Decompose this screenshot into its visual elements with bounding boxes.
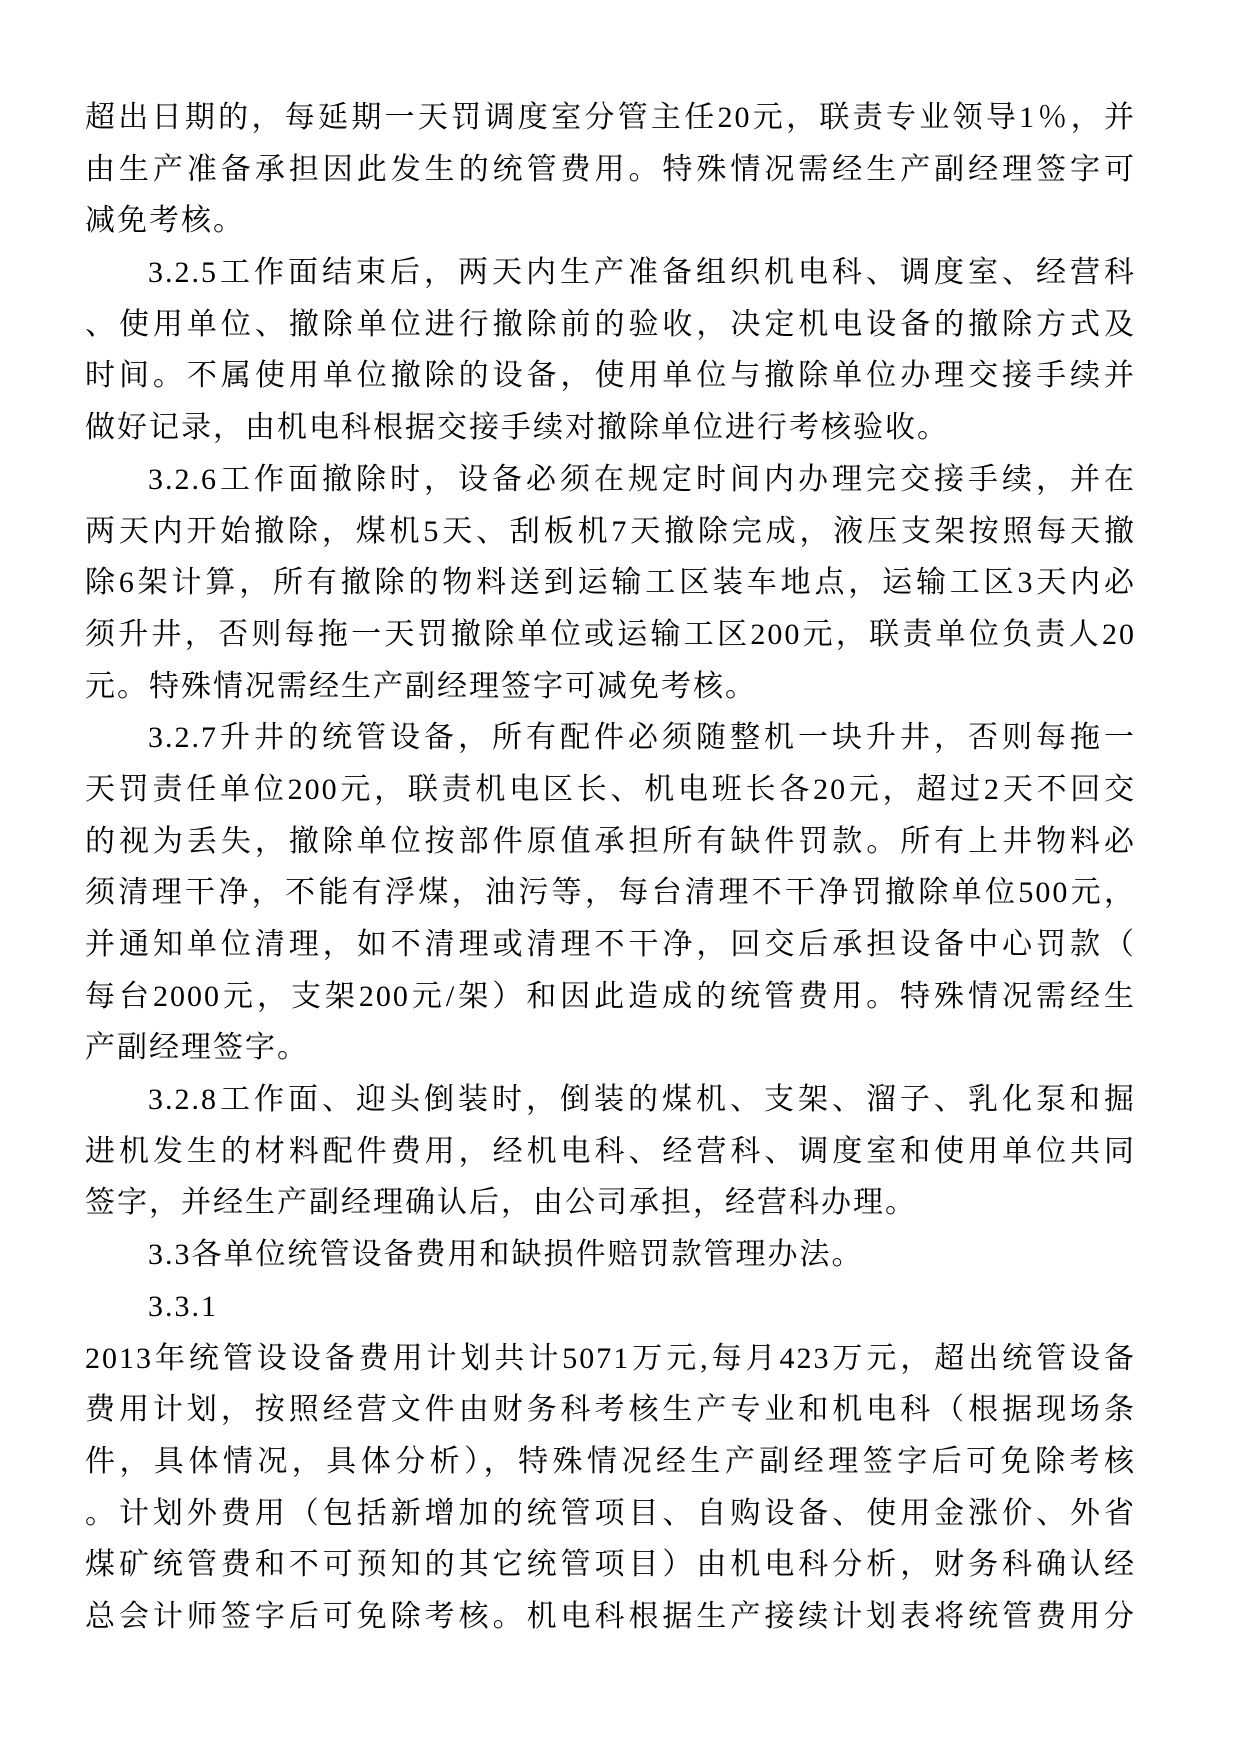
text-line: 天罚责任单位200元，联责机电区长、机电班长各20元，超过2天不回交 <box>85 772 1136 806</box>
text-line: 、使用单位、撤除单位进行撤除前的验收，决定机电设备的撤除方式及 <box>85 307 1136 341</box>
text-line: 3.2.8工作面、迎头倒装时，倒装的煤机、支架、溜子、乳化泵和掘 <box>148 1083 1136 1117</box>
document-text-block <box>85 92 1136 1643</box>
text-line: 须清理干净，不能有浮煤，油污等，每台清理不干净罚撤除单位500元， <box>85 876 1136 910</box>
text-line: 件，具体情况，具体分析），特殊情况经生产副经理签字后可免除考核 <box>85 1444 1136 1478</box>
text-line: 。计划外费用（包括新增加的统管项目、自购设备、使用金涨价、外省 <box>85 1496 1136 1530</box>
text-line: 产副经理签字。 <box>85 1031 309 1065</box>
text-line: 2013年统管设设备费用计划共计5071万元,每月423万元，超出统管设备 <box>85 1341 1136 1375</box>
text-line: 须升井，否则每拖一天罚撤除单位或运输工区200元，联责单位负责人20 <box>85 617 1136 651</box>
text-line: 煤矿统管费和不可预知的其它统管项目）由机电科分析，财务科确认经 <box>85 1548 1136 1582</box>
text-line: 减免考核。 <box>85 204 245 238</box>
text-line: 签字，并经生产副经理确认后，由公司承担，经营科办理。 <box>85 1186 917 1220</box>
text-line: 3.3各单位统管设备费用和缺损件赔罚款管理办法。 <box>148 1238 864 1272</box>
text-line: 并通知单位清理，如不清理或清理不干净，回交后承担设备中心罚款（ <box>85 928 1136 961</box>
text-line: 进机发生的材料配件费用，经机电科、经营科、调度室和使用单位共同 <box>85 1134 1136 1168</box>
text-line: 费用计划，按照经营文件由财务科考核生产专业和机电科（根据现场条 <box>85 1393 1136 1427</box>
text-line: 3.2.7升井的统管设备，所有配件必须随整机一块升井，否则每拖一 <box>148 721 1136 755</box>
text-line: 两天内开始撤除，煤机5天、刮板机7天撤除完成，液压支架按照每天撤 <box>85 514 1136 548</box>
text-line: 除6架计算，所有撤除的物料送到运输工区装车地点，运输工区3天内必 <box>85 566 1136 600</box>
text-line: 由生产准备承担因此发生的统管费用。特殊情况需经生产副经理签字可 <box>85 152 1136 186</box>
text-line: 做好记录，由机电科根据交接手续对撤除单位进行考核验收。 <box>85 411 949 445</box>
text-line: 3.2.5工作面结束后，两天内生产准备组织机电科、调度室、经营科 <box>148 256 1136 290</box>
text-line: 超出日期的，每延期一天罚调度室分管主任20元，联责专业领导1％，并 <box>85 101 1136 134</box>
text-line: 元。特殊情况需经生产副经理签字可减免考核。 <box>85 669 757 703</box>
text-line: 每台2000元，支架200元/架）和因此造成的统管费用。特殊情况需经生 <box>85 979 1136 1013</box>
text-line: 3.3.1 <box>148 1289 218 1323</box>
text-line: 时间。不属使用单位撤除的设备，使用单位与撤除单位办理交接手续并 <box>85 359 1136 393</box>
text-line: 的视为丢失，撤除单位按部件原值承担所有缺件罚款。所有上井物料必 <box>85 824 1136 858</box>
text-line: 总会计师签字后可免除考核。机电科根据生产接续计划表将统管费用分 <box>85 1599 1136 1633</box>
text-line: 3.2.6工作面撤除时，设备必须在规定时间内办理完交接手续，并在 <box>148 462 1136 496</box>
